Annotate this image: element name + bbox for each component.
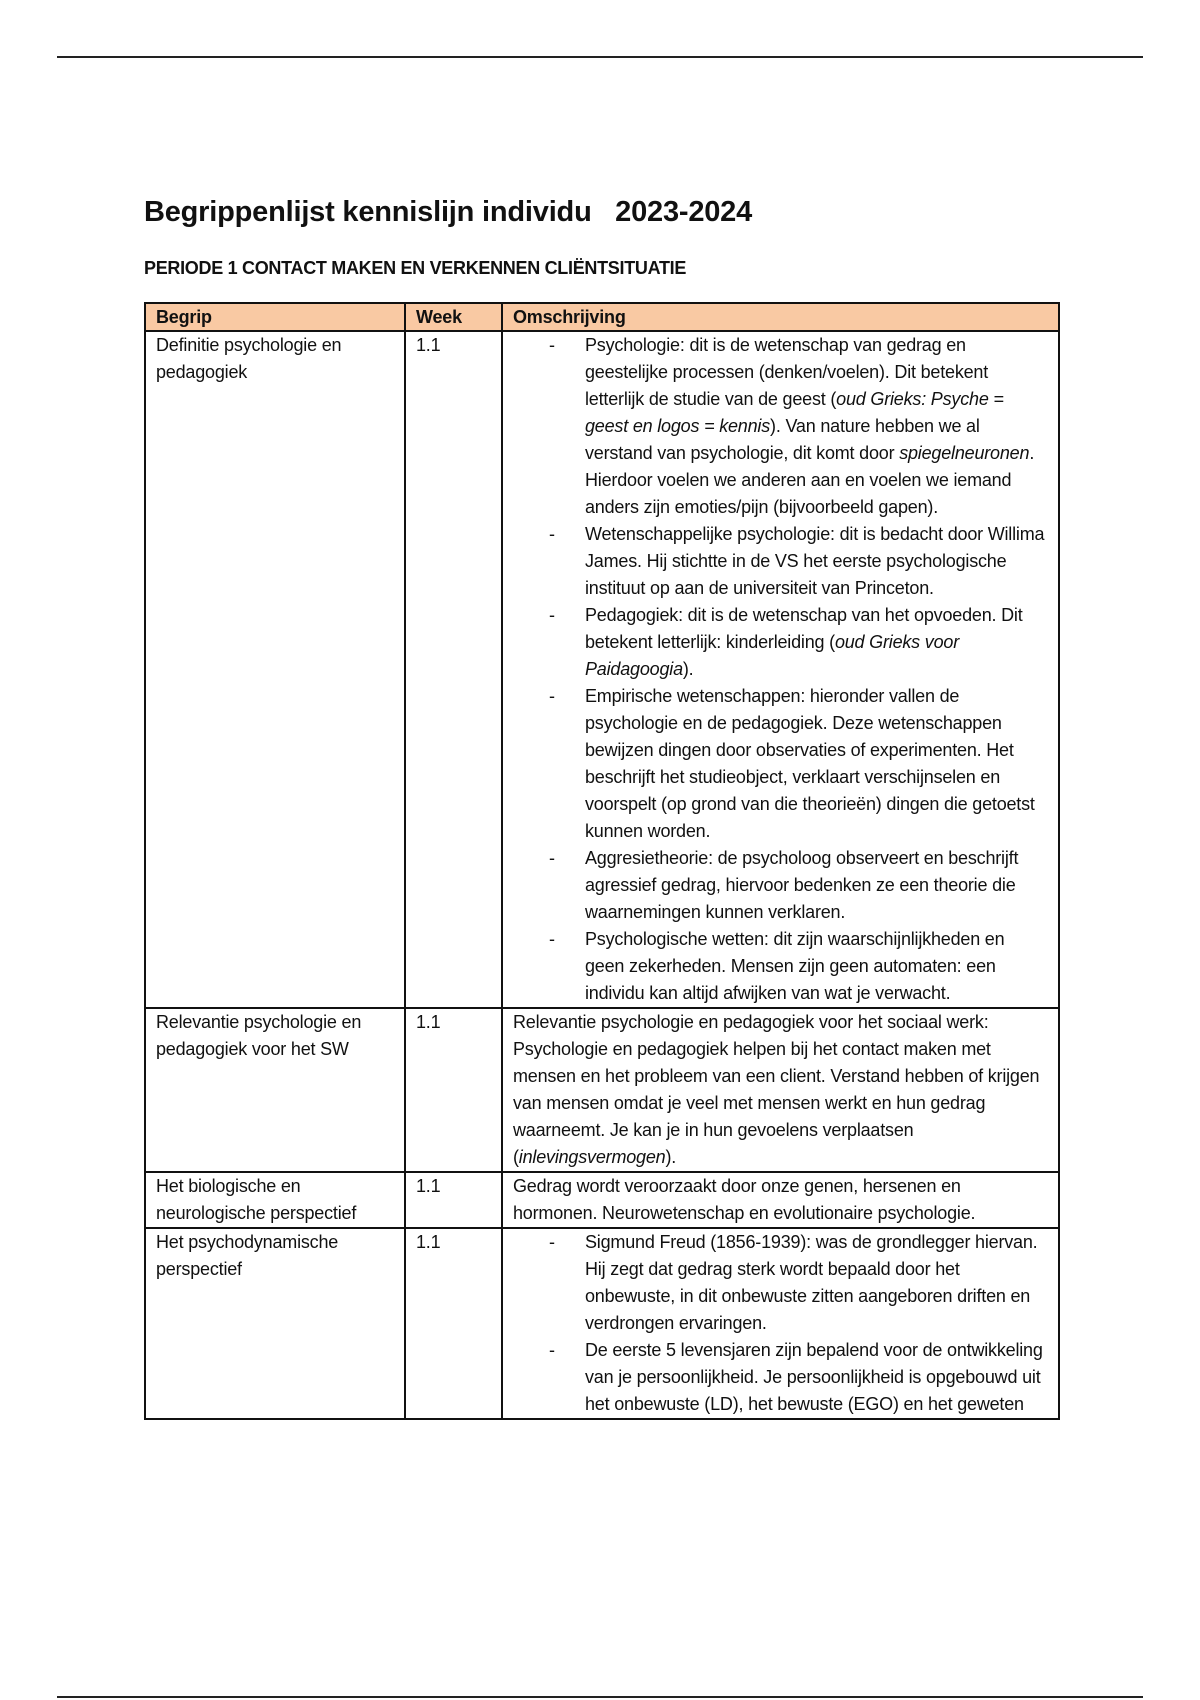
- text-run: . Hierdoor voelen we anderen aan en voelen we iemand anders zijn emoties/pijn (bijvoorbeeld gapen).: [585, 443, 1035, 517]
- emphasis-text: spiegelneuronen: [899, 443, 1030, 463]
- dash-bullet-icon: -: [549, 1232, 555, 1252]
- header-week: Week: [405, 303, 502, 331]
- dash-bullet-icon: -: [549, 1340, 555, 1360]
- description-list: [513, 332, 1048, 1007]
- glossary-table: [144, 302, 1060, 1420]
- text-run: De eerste 5 levensjaren zijn bepalend voor de ontwikkeling van je persoonlijkheid. Je persoonlijkheid is opgebouwd uit het onbewuste (LD), het bewuste (EGO) en het geweten: [585, 1340, 1043, 1414]
- text-run: Pedagogiek: dit is de wetenschap van het opvoeden. Dit betekent letterlijk: kinderleiding (: [585, 605, 1023, 652]
- term-cell: Relevantie psychologie en pedagogiek voor het SW: [145, 1008, 405, 1172]
- emphasis-text: oud Grieks: Psyche = geest en logos = kennis: [585, 389, 1004, 436]
- emphasis-text: oud Grieks voor Paidagoogia: [585, 632, 959, 679]
- text-run: Sigmund Freud (1856-1939): was de grondlegger hiervan. Hij zegt dat gedrag sterk wordt bepaald door het onbewuste, in dit onbewuste zitten aangeboren driften en verdrongen ervaringen.: [585, 1232, 1038, 1333]
- description-list: [513, 1229, 1048, 1418]
- table-row: [145, 1228, 1059, 1419]
- text-run: ).: [682, 659, 694, 679]
- description-cell: [502, 1172, 1059, 1228]
- dash-bullet-icon: -: [549, 848, 555, 868]
- list-item: [513, 926, 1048, 1007]
- text-run: Psychologische wetten: dit zijn waarschijnlijkheden en geen zekerheden. Mensen zijn geen automaten: een individu kan altijd afwijken van wat je verwacht.: [585, 929, 1005, 1003]
- table-row: [145, 1008, 1059, 1172]
- dash-bullet-icon: -: [549, 605, 555, 625]
- footer-rule: [57, 1696, 1143, 1698]
- header-rule: [57, 56, 1143, 58]
- text-run: Wetenschappelijke psychologie: dit is bedacht door Willima James. Hij stichtte in de VS het eerste psychologische instituut op aan de universiteit van Princeton.: [585, 524, 1045, 598]
- list-item: [513, 332, 1048, 521]
- term-cell: Het psychodynamische perspectief: [145, 1228, 405, 1419]
- dash-bullet-icon: -: [549, 929, 555, 949]
- text-run: Gedrag wordt veroorzaakt door onze genen, hersenen en hormonen. Neurowetenschap en evolutionaire psychologie.: [513, 1176, 976, 1223]
- emphasis-text: inlevingsvermogen: [518, 1147, 666, 1167]
- table-row: [145, 1172, 1059, 1228]
- dash-bullet-icon: -: [549, 686, 555, 706]
- header-begrip: Begrip: [145, 303, 405, 331]
- text-run: Relevantie psychologie en pedagogiek voor het sociaal werk: Psychologie en pedagogiek helpen bij het contact maken met mensen en het probleem van een client. Verstand hebben of krijgen van mensen omdat je veel met mensen werkt en hun gedrag waarneemt. Je kan je in hun gevoelens verplaatsen (: [513, 1012, 1040, 1167]
- description-cell: [502, 1008, 1059, 1172]
- list-item: [513, 683, 1048, 845]
- description-cell: [502, 1228, 1059, 1419]
- header-omschrijving: Omschrijving: [502, 303, 1059, 331]
- list-item: [513, 521, 1048, 602]
- list-item: [513, 602, 1048, 683]
- description-cell: [502, 331, 1059, 1008]
- dash-bullet-icon: -: [549, 524, 555, 544]
- document-title: Begrippenlijst kennislijn individu 2023-2024: [144, 196, 753, 228]
- table-header-row: [145, 303, 1059, 331]
- text-run: ). Van nature hebben we al verstand van psychologie, dit komt door: [585, 416, 980, 463]
- text-run: ).: [665, 1147, 677, 1167]
- list-item: [513, 1337, 1048, 1418]
- table-row: [145, 331, 1059, 1008]
- text-run: Empirische wetenschappen: hieronder vallen de psychologie en de pedagogiek. Deze wetenschappen bewijzen dingen door observaties of experimenten. Het beschrijft het studieobject, verklaart verschijnselen en voorspelt (op grond van die theorieën) dingen die getoetst kunnen worden.: [585, 686, 1035, 841]
- week-cell: 1.1: [405, 331, 502, 1008]
- term-cell: Het biologische en neurologische perspectief: [145, 1172, 405, 1228]
- period-heading: PERIODE 1 CONTACT MAKEN EN VERKENNEN CLIËNTSITUATIE: [144, 258, 687, 278]
- week-cell: 1.1: [405, 1172, 502, 1228]
- term-cell: Definitie psychologie en pedagogiek: [145, 331, 405, 1008]
- text-run: Aggresietheorie: de psycholoog observeert en beschrijft agressief gedrag, hiervoor bedenken ze een theorie die waarnemingen kunnen verklaren.: [585, 848, 1019, 922]
- text-run: Psychologie: dit is de wetenschap van gedrag en geestelijke processen (denken/voelen). Dit betekent letterlijk de studie van de geest (: [585, 335, 989, 409]
- list-item: [513, 1229, 1048, 1337]
- week-cell: 1.1: [405, 1008, 502, 1172]
- list-item: [513, 845, 1048, 926]
- week-cell: 1.1: [405, 1228, 502, 1419]
- dash-bullet-icon: -: [549, 335, 555, 355]
